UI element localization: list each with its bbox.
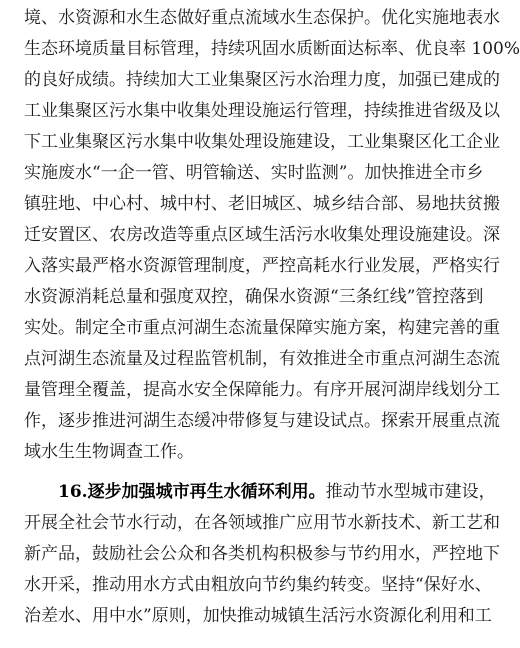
text-line: 开展全社会节水行动，在各领域推广应用节水新技术、新工艺和 bbox=[24, 513, 500, 533]
item-16-heading: 16.逐步加强城市再生水循环利用。 bbox=[58, 482, 326, 502]
text-line: 生态环境质量目标管理，持续巩固水质断面达标率、优良率 100% bbox=[24, 39, 520, 59]
text-line: 量管理全覆盖，提高水安全保障能力。有序开展河湖岸线划分工 bbox=[24, 380, 500, 400]
text-line: 作，逐步推进河湖生态缓冲带修复与建设试点。探索开展重点流 bbox=[24, 411, 500, 431]
text-line: 实处。制定全市重点河湖生态流量保障实施方案，构建完善的重 bbox=[24, 318, 500, 338]
text-line: 迁安置区、农房改造等重点区域生活污水收集处理设施建设。深 bbox=[24, 225, 500, 245]
text-line: 入落实最严格水资源管理制度，严控高耗水行业发展，严格实行 bbox=[24, 256, 500, 276]
text-line: 镇驻地、中心村、城中村、老旧城区、城乡结合部、易地扶贫搬 bbox=[24, 194, 500, 214]
text-line: 点河湖生态流量及过程监管机制，有效推进全市重点河湖生态流 bbox=[24, 349, 500, 369]
item-16-text: 推动节水型城市建设， bbox=[325, 482, 496, 502]
text-line: 的良好成绩。持续加大工业集聚区污水治理力度，加强已建成的 bbox=[24, 70, 500, 90]
text-line: 工业集聚区污水集中收集处理设施运行管理，持续推进省级及以 bbox=[24, 101, 500, 121]
item-16-first-line bbox=[58, 478, 496, 506]
text-line: 实施废水“一企一管、明管输送、实时监测”。加快推进全市乡 bbox=[24, 163, 484, 183]
text-line: 新产品，鼓励社会公众和各类机构积极参与节约用水，严控地下 bbox=[24, 544, 500, 564]
text-line: 水资源消耗总量和强度双控，确保水资源“三条红线”管控落到 bbox=[24, 287, 484, 307]
text-line: 水开采，推动用水方式由粗放向节约集约转变。坚持“保好水、 bbox=[24, 575, 492, 595]
text-line: 域水生生物调查工作。 bbox=[24, 442, 194, 462]
text-line: 治差水、用中水”原则，加快推动城镇生活污水资源化利用和工 bbox=[24, 606, 492, 626]
text-line: 境、水资源和水生态做好重点流域水生态保护。优化实施地表水 bbox=[24, 8, 500, 28]
text-line: 下工业集聚区污水集中收集处理设施建设，工业集聚区化工企业 bbox=[24, 132, 500, 152]
